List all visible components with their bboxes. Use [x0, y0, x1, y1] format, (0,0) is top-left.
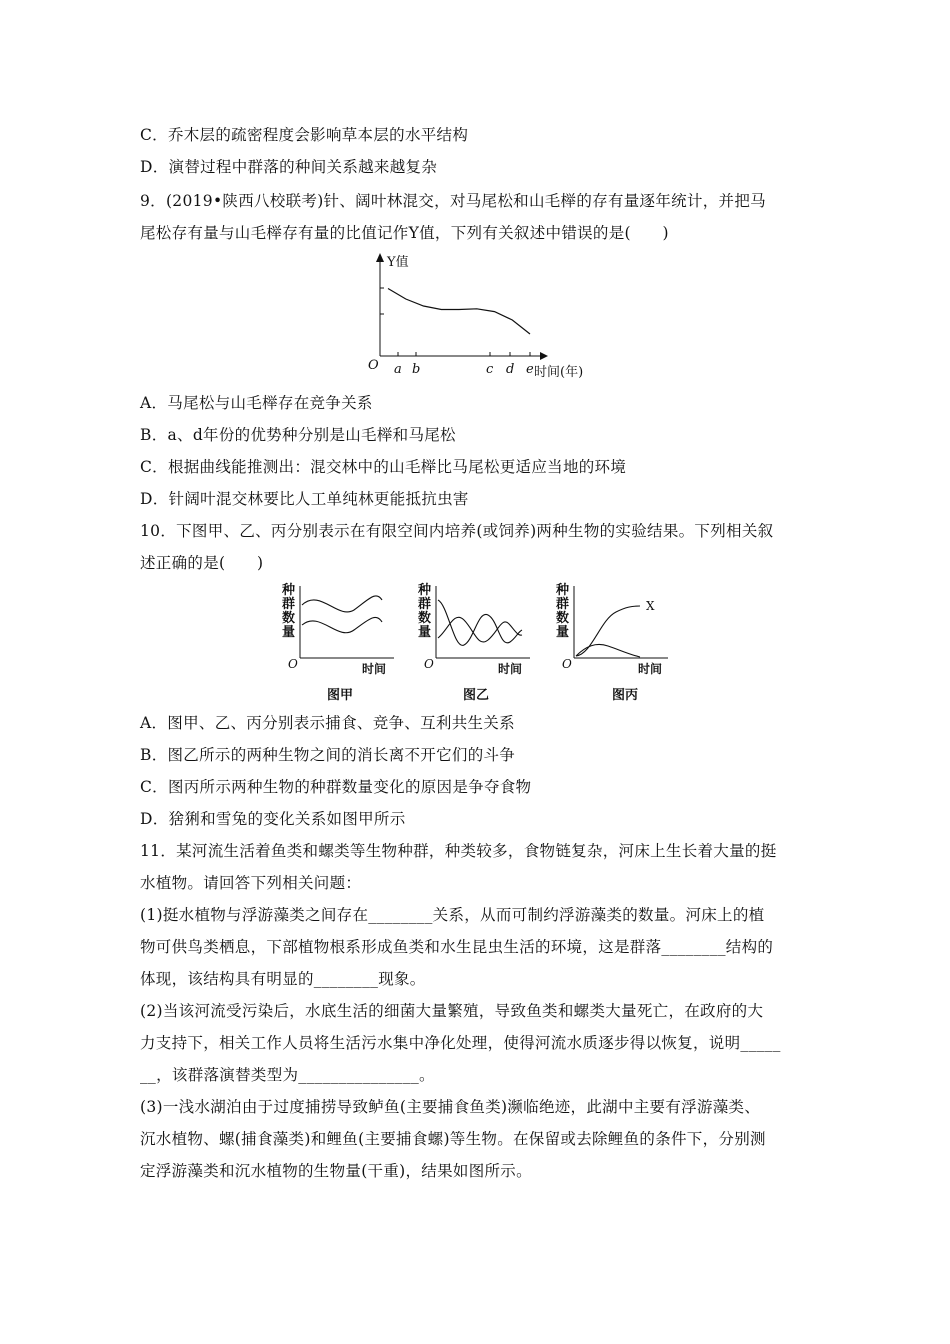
q11-part1-line-3: 体现，该结构具有明显的________现象。	[140, 970, 426, 988]
q10-option-d: D．猞猁和雪兔的变化关系如图甲所示	[140, 810, 406, 828]
q10-option-b: B．图乙所示的两种生物之间的消长离不开它们的斗争	[140, 746, 516, 764]
figure-bing-xlabel: 时间	[638, 662, 663, 676]
q11-stem-line-1: 11．某河流生活着鱼类和螺类等生物种群，种类较多，食物链复杂，河床上生长着大量的挺	[140, 842, 777, 860]
figure-jia-caption: 图甲	[327, 688, 354, 703]
q9-option-c: C．根据曲线能推测出：混交林中的山毛榉比马尾松更适应当地的环境	[140, 458, 627, 476]
q9-ylabel: Y值	[387, 255, 409, 270]
figure-yi-origin: O	[424, 657, 434, 671]
figure-bing	[556, 580, 686, 680]
figure-jia	[282, 580, 402, 680]
figure-bing-caption: 图丙	[612, 688, 639, 703]
svg-text:数: 数	[556, 611, 570, 626]
figure-jia-ylabel	[282, 582, 296, 640]
figure-bing-x-mark: X	[646, 599, 655, 613]
q9-stem-line-2: 尾松存有量与山毛榉存有量的比值记作Y值，下列有关叙述中错误的是( )	[140, 224, 669, 242]
q9-y-curve	[388, 289, 530, 335]
svg-text:量: 量	[556, 625, 570, 640]
q9-x-tick-label-d: d	[506, 362, 515, 377]
q9-option-b: B．a、d年份的优势种分别是山毛榉和马尾松	[140, 426, 456, 444]
q9-option-d: D．针阔叶混交林要比人工单纯林更能抵抗虫害	[140, 490, 469, 508]
figure-jia-origin: O	[288, 657, 298, 671]
q9-xlabel: 时间(年)	[534, 365, 584, 380]
svg-text:种: 种	[556, 583, 570, 598]
figure-yi-caption: 图乙	[463, 688, 490, 703]
q11-part3-line-3: 定浮游藻类和沉水植物的生物量(干重)，结果如图所示。	[140, 1162, 532, 1180]
q11-stem-line-2: 水植物。请回答下列相关问题：	[140, 874, 362, 892]
q9-x-tick-label-a: a	[394, 362, 402, 377]
q9-chart	[360, 248, 610, 383]
figure-bing-origin: O	[562, 657, 572, 671]
figure-yi-xlabel: 时间	[498, 662, 523, 676]
svg-text:量: 量	[418, 625, 432, 640]
q9-x-tick-label-e: e	[526, 362, 534, 377]
q9-option-a: A．马尾松与山毛榉存在竞争关系	[140, 394, 373, 412]
q9-x-tick-label-c: c	[486, 362, 494, 377]
q9-origin: O	[368, 358, 379, 373]
figure-yi-curve-2	[438, 617, 522, 642]
q11-part3-line-2: 沉水植物、螺(捕食藻类)和鲤鱼(主要捕食螺)等生物。在保留或去除鲤鱼的条件下，分别测	[140, 1130, 766, 1148]
figure-jia-xlabel: 时间	[362, 662, 387, 676]
q8-option-d: D．演替过程中群落的种间关系越来越复杂	[140, 158, 438, 176]
svg-text:群: 群	[282, 597, 296, 612]
svg-text:群: 群	[556, 597, 570, 612]
q10-stem-line-2: 述正确的是( )	[140, 554, 264, 572]
q9-x-arrow	[540, 352, 548, 360]
figure-jia-curve-1	[302, 596, 382, 612]
figure-yi	[418, 580, 538, 680]
svg-text:群: 群	[418, 597, 432, 612]
figure-yi-ylabel	[418, 582, 432, 640]
q11-part1-line-1: (1)挺水植物与浮游藻类之间存在________关系，从而可制约浮游藻类的数量。河床上的植	[140, 906, 765, 924]
svg-text:种: 种	[418, 583, 432, 598]
q8-option-c: C．乔木层的疏密程度会影响草本层的水平结构	[140, 126, 469, 144]
q10-option-c: C．图丙所示两种生物的种群数量变化的原因是争夺食物	[140, 778, 532, 796]
figure-jia-curve-2	[302, 617, 382, 632]
q11-part3-line-1: (3)一浅水湖泊由于过度捕捞导致鲈鱼(主要捕食鱼类)濒临绝迹，此湖中主要有浮游藻类、	[140, 1098, 761, 1116]
q10-stem-line-1: 10．下图甲、乙、丙分别表示在有限空间内培养(或饲养)两种生物的实验结果。下列相关叙	[140, 522, 774, 540]
q9-x-tick-label-b: b	[412, 362, 421, 377]
q11-part2-line-3: __，该群落演替类型为_______________。	[140, 1066, 435, 1084]
q9-stem-line-1: 9．(2019•陕西八校联考)针、阔叶林混交，对马尾松和山毛榉的存有量逐年统计，并把马	[140, 192, 766, 210]
svg-text:数: 数	[282, 611, 296, 626]
svg-text:数: 数	[418, 611, 432, 626]
svg-text:种: 种	[282, 583, 296, 598]
q11-part1-line-2: 物可供鸟类栖息，下部植物根系形成鱼类和水生昆虫生活的环境，这是群落________结构的	[140, 938, 774, 956]
svg-text:量: 量	[282, 625, 296, 640]
figure-bing-ylabel	[556, 582, 570, 640]
q11-part2-line-1: (2)当该河流受污染后，水底生活的细菌大量繁殖，导致鱼类和螺类大量死亡，在政府的大	[140, 1002, 764, 1020]
q10-option-a: A．图甲、乙、丙分别表示捕食、竞争、互利共生关系	[140, 714, 515, 732]
q9-y-arrow	[376, 253, 384, 262]
q11-part2-line-2: 力支持下，相关工作人员将生活污水集中净化处理，使得河流水质逐步得以恢复，说明_____	[140, 1034, 781, 1052]
